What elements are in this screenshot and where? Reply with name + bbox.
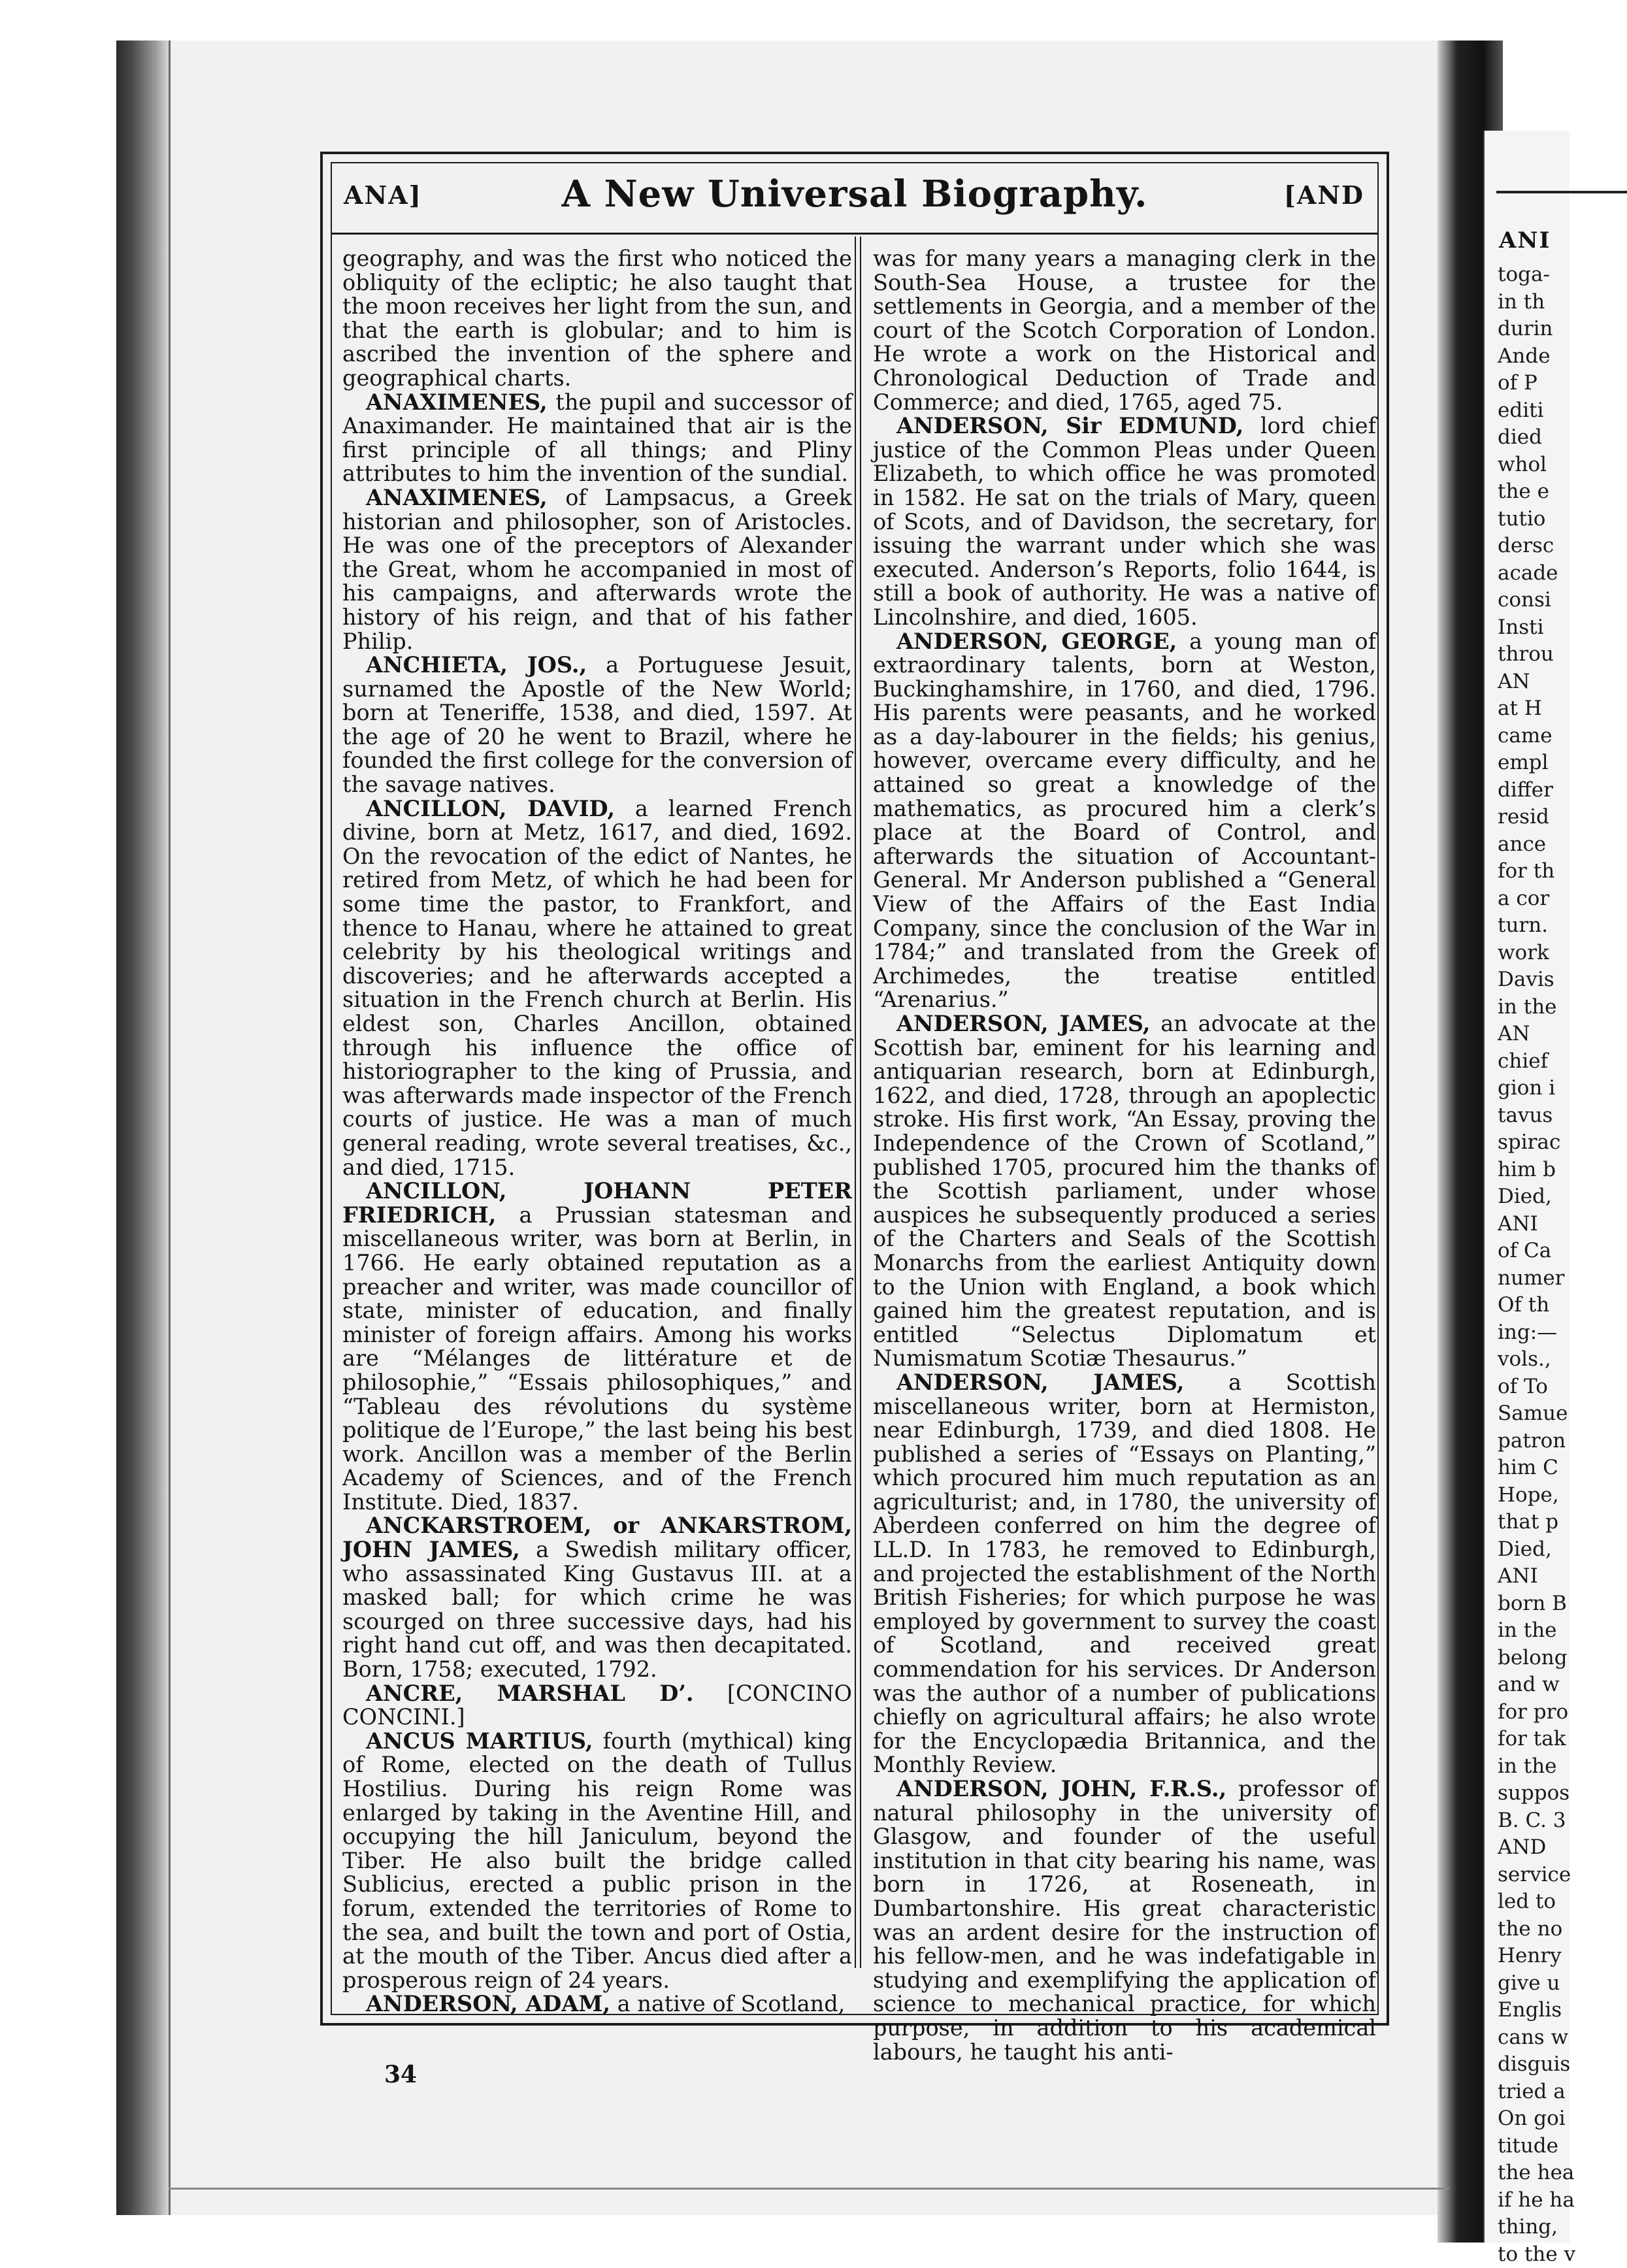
- right-column: [873, 247, 1376, 2064]
- adjacent-page-line: Henry: [1498, 1943, 1575, 1970]
- adjacent-page-line: thing,: [1498, 2214, 1575, 2241]
- adjacent-page-line: came: [1498, 723, 1575, 750]
- adjacent-page-line: service: [1498, 1862, 1575, 1889]
- entry-name: ANCUS MARTIUS,: [366, 1728, 593, 1754]
- adjacent-page-line: vols.,: [1498, 1346, 1575, 1373]
- adjacent-page-line: differ: [1498, 777, 1575, 804]
- adjacent-page-line: give u: [1498, 1970, 1575, 1997]
- biography-entry: [342, 1992, 852, 2016]
- adjacent-page-line: a cor: [1498, 885, 1575, 913]
- entry-name: ANCILLON, DAVID,: [366, 796, 615, 821]
- adjacent-page-line: patron: [1498, 1428, 1575, 1455]
- entry-text: of Lampsacus, a Greek historian and philosopher, son of Aristocles. He was one of the preceptors of Alexander the Great, whom he accompanied in most of his campaigns, and afterwards wrote the history of his reign, and that of his father Philip.: [342, 485, 852, 654]
- adjacent-page-line: the no: [1498, 1916, 1575, 1943]
- adjacent-page-line: suppos: [1498, 1780, 1575, 1807]
- entry-text: a Portuguese Jesuit, surnamed the Apostle of the New World; born at Teneriffe, 1538, and died, 1597. At the age of 20 he went to Brazil, where he founded the first college for the conversion of the savage natives.: [342, 652, 852, 797]
- entry-name: ANDERSON, JOHN, F.R.S.,: [896, 1776, 1226, 1801]
- adjacent-page-line: ing:—: [1498, 1319, 1575, 1347]
- adjacent-page-fragment: [1483, 131, 1569, 2243]
- entry-text: geography, and was the first who noticed the obliquity of the ecliptic; he also taught that the moon receives her light from the sun, and that the earth is globular; and to him is ascribed the invention of the sphere and geographical charts.: [342, 246, 852, 391]
- adjacent-page-line: ance: [1498, 831, 1575, 859]
- adjacent-page-line: editi: [1498, 397, 1575, 425]
- entry-text: a Swedish military officer, who assassinated King Gustavus III. at a masked ball; for which crime he was scourged on three successive days, had his right hand cut off, and was then decapitated. Born, 1758; executed, 1792.: [342, 1537, 852, 1682]
- adjacent-page-line: the hea: [1498, 2160, 1575, 2187]
- adjacent-page-line: for th: [1498, 858, 1575, 885]
- adjacent-page-line: durin: [1498, 316, 1575, 343]
- adjacent-page-line: him C: [1498, 1454, 1575, 1482]
- adjacent-page-line: Englis: [1498, 1997, 1575, 2024]
- entry-name: ANCRE, MARSHAL D’.: [366, 1681, 694, 1706]
- adjacent-page-line: in the: [1498, 1617, 1575, 1645]
- adjacent-page-line: AN: [1498, 668, 1575, 696]
- adjacent-page-header: ANI: [1499, 227, 1551, 254]
- adjacent-page-line: dersc: [1498, 533, 1575, 560]
- entry-text: a native of Scotland,: [610, 1991, 845, 2016]
- adjacent-page-line: work: [1498, 940, 1575, 967]
- biography-entry: [873, 1777, 1376, 2064]
- adjacent-page-line: B. C. 3: [1498, 1807, 1575, 1835]
- biography-entry: [342, 797, 852, 1180]
- page-number: 34: [384, 2061, 417, 2088]
- biography-entry: [873, 1012, 1376, 1371]
- entry-text: a learned French divine, born at Metz, 1617, and died, 1692. On the revocation of the edict of Nantes, he retired from Metz, of which he had been for some time the pastor, to Frankfort, and thence to Hanau, where he attained to great celebrity by his theological writings and discoveries; and he afterwards accepted a situation in the French church at Berlin. His eldest son, Charles Ancillon, obtained through his influence the office of historiographer to the king of Prussia, and was afterwards made inspector of the French courts of justice. He was a man of much general reading, wrote several treatises, &c., and died, 1715.: [342, 796, 852, 1180]
- biography-entry: [873, 247, 1376, 414]
- adjacent-page-line: in th: [1498, 289, 1575, 316]
- entry-name: ANCKARSTROEM, or ANKARSTROM, JOHN JAMES,: [342, 1513, 852, 1562]
- entry-text: a Scottish miscellaneous writer, born at Hermiston, near Edinburgh, 1739, and died 1808. He published a series of “Essays on Planting,” which procured him much reputation as an agriculturist; and, in 1780, the university of Aberdeen conferred on him the degree of LL.D. In 1783, he removed to Edinburgh, and projected the establishment of the North British Fisheries; for which purpose he was employed by government to survey the coast of Scotland, and received great commendation for his services. Dr Anderson was the author of a number of publications chiefly on agricultural affairs; he also wrote for the Encyclopædia Britannica, and the Monthly Review.: [873, 1370, 1376, 1778]
- adjacent-page-line: consi: [1498, 587, 1575, 614]
- entry-text: a Prussian statesman and miscellaneous writer, was born at Berlin, in 1766. He early obtained reputation as a preacher and writer, was made councillor of state, minister of education, and finally minister of foreign affairs. Among his works are “Mélanges de littérature et de philosophie,” “Essais philosophiques,” and “Tableau des révolutions du système politique de l’Europe,” the last being his best work. Ancillon was a member of the Berlin Academy of Sciences, and of the French Institute. Died, 1837.: [342, 1202, 852, 1515]
- entry-name: ANDERSON, ADAM,: [366, 1991, 610, 2016]
- adjacent-page-line: to the v: [1498, 2241, 1575, 2268]
- entry-text: the pupil and successor of Anaximander. He maintained that air is the first principle of all things; and Pliny attributes to him the invention of the sundial.: [342, 389, 852, 487]
- biography-entry: [342, 247, 852, 391]
- adjacent-page-rule: [1496, 191, 1627, 193]
- adjacent-page-line: in the: [1498, 1753, 1575, 1781]
- adjacent-page-line: for pro: [1498, 1699, 1575, 1726]
- adjacent-page-line: toga-: [1498, 261, 1575, 289]
- adjacent-page-line: Died,: [1498, 1183, 1575, 1211]
- entry-name: ANDERSON, GEORGE,: [896, 629, 1177, 654]
- entry-text: a young man of extraordinary talents, born at Weston, Buckinghamshire, in 1760, and died, 1796. His parents were peasants, and he worked as a day-labourer in the fields; his genius, however, overcame every difficulty, and he attained so great a knowledge of the mathematics, as procured him a clerk’s place at the Board of Control, and afterwards the situation of Accountant-General. Mr Anderson published a “General View of the Affairs of the East India Company, since the conclusion of the War in 1784;” and translated from the Greek of Archimedes, the treatise entitled “Arenarius.”: [873, 629, 1376, 1013]
- adjacent-page-line: at H: [1498, 695, 1575, 723]
- adjacent-page-line: titude: [1498, 2133, 1575, 2160]
- entry-text: was for many years a managing clerk in the South-Sea House, a trustee for the settlements in Georgia, and a member of the court of the Scotch Corporation of London. He wrote a work on the Historical and Chronological Deduction of Trade and Commerce; and died, 1765, aged 75.: [873, 246, 1376, 415]
- header-rule: [331, 233, 1379, 235]
- entry-name: ANDERSON, JAMES,: [896, 1011, 1150, 1036]
- left-margin: [0, 0, 116, 2243]
- adjacent-page-line: and w: [1498, 1671, 1575, 1699]
- biography-entry: [873, 1371, 1376, 1777]
- biography-entry: [342, 653, 852, 797]
- adjacent-page-line: of P: [1498, 370, 1575, 397]
- running-head: [331, 169, 1379, 234]
- entry-text: professor of natural philosophy in the university of Glasgow, and founder of the useful institution in that city bearing his name, was born in 1726, at Roseneath, in Dumbartonshire. His great characteristic was an ardent desire for the instruction of his fellow-men, and he was indefatigable in studying and exemplifying the application of science to mechanical practice, for which purpose, in addition to his academical labours, he taught his anti-: [873, 1776, 1376, 2065]
- adjacent-page-line: throu: [1498, 641, 1575, 668]
- running-head-right: [AND: [1284, 180, 1364, 210]
- adjacent-page-line: Ande: [1498, 343, 1575, 370]
- entry-name: ANAXIMENES,: [366, 485, 548, 510]
- biography-entry: [873, 630, 1376, 1013]
- adjacent-page-line: Died,: [1498, 1536, 1575, 1564]
- biography-entry: [342, 391, 852, 486]
- adjacent-page-line: whol: [1498, 452, 1575, 479]
- entry-text: lord chief justice of the Common Pleas under Queen Elizabeth, to which office he was promoted in 1582. He sat on the trials of Mary, queen of Scots, and of Davidson, the secretary, for issuing the warrant under which she was executed. Anderson’s Reports, folio 1644, is still a book of authority. He was a native of Lincolnshire, and died, 1605.: [873, 413, 1376, 630]
- adjacent-page-line: empl: [1498, 749, 1575, 777]
- binding-shadow: [116, 41, 169, 2215]
- adjacent-page-line: ANI: [1498, 1563, 1575, 1590]
- page-bottom-edge: [169, 2188, 1449, 2190]
- adjacent-page-line: Hope,: [1498, 1482, 1575, 1509]
- adjacent-page-line: of Ca: [1498, 1238, 1575, 1265]
- adjacent-page-line: Davis: [1498, 966, 1575, 994]
- running-head-left: ANA]: [344, 180, 422, 210]
- entry-text: [CONCINO CONCINI.]: [342, 1681, 852, 1730]
- adjacent-page-line: disguis: [1498, 2051, 1575, 2079]
- adjacent-page-line: chief: [1498, 1048, 1575, 1076]
- adjacent-page-line: turn.: [1498, 912, 1575, 940]
- entry-name: ANDERSON, JAMES,: [896, 1370, 1184, 1395]
- entry-name: ANCILLON, JOHANN PETER FRIEDRICH,: [342, 1178, 852, 1228]
- adjacent-page-line: numer: [1498, 1265, 1575, 1292]
- adjacent-page-line: AND: [1498, 1834, 1575, 1862]
- adjacent-page-line: ANI: [1498, 1211, 1575, 1238]
- biography-entry: [342, 486, 852, 653]
- adjacent-page-line: On goi: [1498, 2105, 1575, 2133]
- adjacent-page-line: tutio: [1498, 506, 1575, 533]
- adjacent-page-line: the e: [1498, 478, 1575, 506]
- adjacent-page-line: acade: [1498, 560, 1575, 587]
- biography-entry: [873, 414, 1376, 629]
- adjacent-page-line: that p: [1498, 1509, 1575, 1536]
- adjacent-page-line: resid: [1498, 804, 1575, 831]
- adjacent-page-line: spirac: [1498, 1129, 1575, 1157]
- column-divider: [855, 237, 856, 1968]
- adjacent-page-line: belong: [1498, 1645, 1575, 1672]
- adjacent-page-line: of To: [1498, 1373, 1575, 1401]
- column-divider-inner: [860, 237, 861, 1968]
- adjacent-page-line: gion i: [1498, 1075, 1575, 1102]
- entry-name: ANAXIMENES,: [366, 389, 548, 415]
- adjacent-page-line: if he ha: [1498, 2187, 1575, 2214]
- adjacent-page-line: Samue: [1498, 1400, 1575, 1428]
- biography-entry: [342, 1730, 852, 1993]
- adjacent-page-line: Insti: [1498, 614, 1575, 642]
- adjacent-page-line: born B: [1498, 1590, 1575, 1618]
- adjacent-page-line: cans w: [1498, 2024, 1575, 2052]
- adjacent-page-line: in the: [1498, 994, 1575, 1021]
- biography-entry: [342, 1514, 852, 1681]
- adjacent-page-line: died: [1498, 424, 1575, 452]
- adjacent-page-line: AN: [1498, 1021, 1575, 1048]
- biography-entry: [342, 1682, 852, 1730]
- entry-name: ANDERSON, Sir EDMUND,: [896, 413, 1243, 438]
- adjacent-page-lines: [1498, 261, 1575, 2268]
- entry-name: ANCHIETA, JOS.,: [366, 652, 587, 678]
- adjacent-page-line: for tak: [1498, 1726, 1575, 1753]
- adjacent-page-line: him b: [1498, 1157, 1575, 1184]
- adjacent-page-line: tavus: [1498, 1102, 1575, 1130]
- adjacent-page-line: Of th: [1498, 1292, 1575, 1319]
- adjacent-page-line: tried a: [1498, 2079, 1575, 2106]
- running-head-title: A New Universal Biography.: [331, 173, 1379, 216]
- biography-entry: [342, 1179, 852, 1514]
- entry-text: fourth (mythical) king of Rome, elected on the death of Tullus Hostilius. During his reign Rome was enlarged by taking in the Aventine Hill, and occupying the hill Janiculum, beyond the Tiber. He also built the bridge called Sublicius, erected a public prison in the forum, extended the territories of Rome to the sea, and built the town and port of Ostia, at the mouth of the Tiber. Ancus died after a prosperous reign of 24 years.: [342, 1728, 852, 1993]
- adjacent-page-line: led to: [1498, 1888, 1575, 1916]
- entry-text: an advocate at the Scottish bar, eminent for his learning and antiquarian research, born at Edinburgh, 1622, and died, 1728, through an apoplectic stroke. His first work, “An Essay, proving the Independence of the Crown of Scotland,” published 1705, procured him the thanks of the Scottish parliament, under whose auspices he subsequently produced a series of the Charters and Seals of the Scottish Monarchs from the earliest Antiquity down to the Union with England, a book which gained him the greatest reputation, and is entitled “Selectus Diplomatum et Numismatum Scotiæ Thesaurus.”: [873, 1011, 1376, 1371]
- left-column: [342, 247, 852, 2016]
